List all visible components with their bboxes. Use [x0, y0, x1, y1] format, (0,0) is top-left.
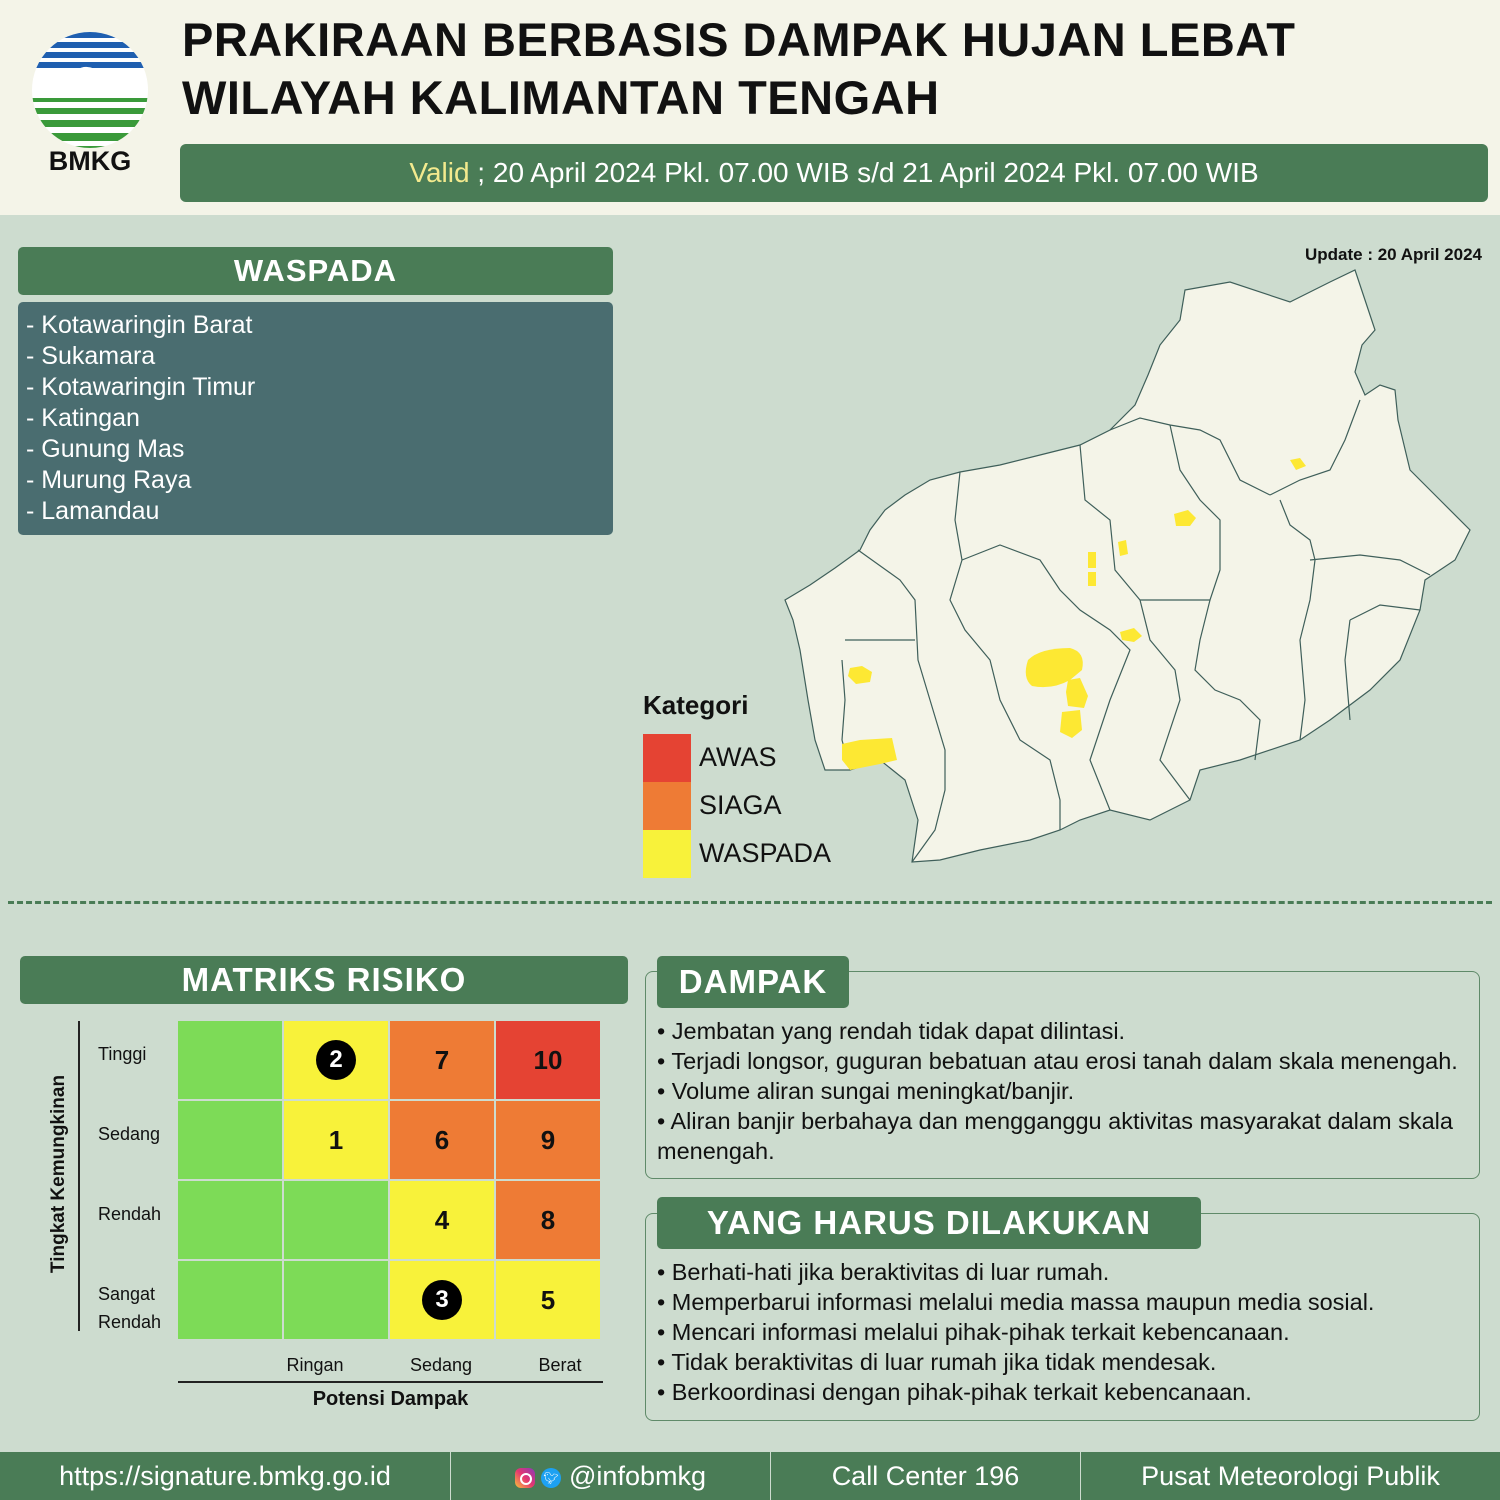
matrix-cell-marker: 3: [422, 1280, 462, 1320]
action-header: YANG HARUS DILAKUKAN: [657, 1197, 1201, 1249]
valid-label: Valid: [409, 157, 470, 188]
matrix-cell: [178, 1181, 282, 1259]
update-date: Update : 20 April 2024: [1305, 245, 1482, 264]
legend-swatch-siaga: [643, 782, 691, 830]
footer-department: Pusat Meteorologi Publik: [1141, 1461, 1440, 1491]
list-item: • Berhati-hati jika beraktivitas di luar rumah.: [657, 1259, 1110, 1285]
list-item: - Gunung Mas: [26, 435, 185, 463]
matrix-cell-value: 10: [533, 1044, 563, 1075]
matrix-cell: [284, 1261, 388, 1339]
social-handle: @infobmkg: [569, 1461, 706, 1491]
col-label-sedang: Sedang: [409, 1355, 473, 1375]
y-axis-label: Tingkat Kemungkinan: [48, 1074, 69, 1274]
matrix-cell: [390, 1101, 494, 1179]
page-title-line2: WILAYAH KALIMANTAN TENGAH: [182, 71, 940, 124]
x-axis-label: Potensi Dampak: [312, 1388, 469, 1410]
list-item: - Katingan: [26, 404, 140, 432]
matrix-cell: [496, 1181, 600, 1259]
matrix-cell: [390, 1261, 494, 1339]
list-item: - Lamandau: [26, 497, 160, 525]
matrix-cell-value: 6: [434, 1124, 450, 1155]
bmkg-logo-text: BMKG: [48, 146, 132, 176]
alert-area: [1088, 572, 1096, 586]
row-label-rendah: Rendah: [98, 1204, 162, 1224]
row-label-sangat-rendah: Sangat Rendah: [98, 1284, 162, 1332]
matrix-cell: [178, 1261, 282, 1339]
matrix-cell: [178, 1021, 282, 1099]
list-item: • Mencari informasi melalui pihak-pihak terkait kebencanaan.: [657, 1319, 1290, 1345]
matrix-header: MATRIKS RISIKO: [20, 956, 628, 1004]
matrix-cell-value: 8: [540, 1204, 556, 1235]
matrix-cell-value: 5: [540, 1284, 556, 1315]
list-item: • Terjadi longsor, guguran bebatuan atau erosi tanah dalam skala menengah.: [657, 1048, 1458, 1074]
province-outline: [785, 270, 1470, 862]
matrix-cell-value: 9: [540, 1124, 556, 1155]
list-item: - Kotawaringin Timur: [26, 373, 256, 401]
list-item: • Berkoordinasi dengan pihak-pihak terkait kebencanaan.: [657, 1379, 1252, 1405]
list-item: • Aliran banjir berbahaya dan mengganggu aktivitas masyarakat dalam skala menengah.: [657, 1108, 1453, 1164]
list-item: • Jembatan yang rendah tidak dapat dilintasi.: [657, 1018, 1126, 1044]
matrix-cell: [284, 1021, 388, 1099]
matrix-cell: [178, 1101, 282, 1179]
matrix-cell: [496, 1261, 600, 1339]
y-axis-line: [78, 1021, 80, 1331]
waspada-header: WASPADA: [18, 247, 613, 295]
risk-matrix: [178, 1021, 603, 1340]
matrix-cell: [284, 1101, 388, 1179]
list-item: - Kotawaringin Barat: [26, 311, 253, 339]
col-label-berat: Berat: [538, 1355, 582, 1375]
legend-swatch-awas: [643, 734, 691, 782]
list-item: • Tidak beraktivitas di luar rumah jika tidak mendesak.: [657, 1349, 1217, 1375]
instagram-icon[interactable]: [515, 1468, 535, 1488]
matrix-cell: [390, 1181, 494, 1259]
matrix-cell-value: 4: [434, 1204, 450, 1235]
matrix-cell: [284, 1181, 388, 1259]
legend-label-siaga: SIAGA: [699, 790, 782, 820]
matrix-cell: [496, 1021, 600, 1099]
page-title-line1: PRAKIRAAN BERBASIS DAMPAK HUJAN LEBAT: [182, 13, 1296, 66]
matrix-cell-marker: 2: [316, 1040, 356, 1080]
matrix-cell-value: 1: [328, 1124, 344, 1155]
footer-social[interactable]: [451, 1452, 770, 1500]
dampak-list: [657, 1016, 1472, 1166]
alert-area: [1088, 552, 1096, 568]
legend-label-waspada: WASPADA: [699, 838, 832, 868]
legend-title: Kategori: [643, 690, 749, 720]
footer-website-link[interactable]: https://signature.bmkg.go.id: [59, 1461, 391, 1491]
list-item: • Volume aliran sungai meningkat/banjir.: [657, 1078, 1075, 1104]
matrix-cell-value: 7: [434, 1044, 450, 1075]
matrix-cell: [390, 1021, 494, 1099]
twitter-icon[interactable]: 🐦︎: [541, 1468, 561, 1488]
dampak-header: DAMPAK: [657, 956, 849, 1008]
col-label-ringan: Ringan: [286, 1355, 344, 1375]
x-axis-line: [178, 1381, 603, 1383]
action-list: [657, 1257, 1472, 1407]
row-label-sedang: Sedang: [98, 1124, 161, 1144]
legend-label-awas: AWAS: [699, 742, 777, 772]
section-divider: [8, 901, 1492, 904]
list-item: • Memperbarui informasi melalui media massa maupun media sosial.: [657, 1289, 1375, 1315]
row-label-tinggi: Tinggi: [98, 1044, 147, 1064]
footer: [0, 1452, 1500, 1500]
list-item: - Sukamara: [26, 342, 156, 370]
legend-swatch-waspada: [643, 830, 691, 878]
matrix-cell: [496, 1101, 600, 1179]
valid-period: ; 20 April 2024 Pkl. 07.00 WIB s/d 21 April 2024 Pkl. 07.00 WIB: [469, 157, 1259, 188]
list-item: - Murung Raya: [26, 466, 192, 494]
footer-call-center: Call Center 196: [831, 1461, 1020, 1491]
